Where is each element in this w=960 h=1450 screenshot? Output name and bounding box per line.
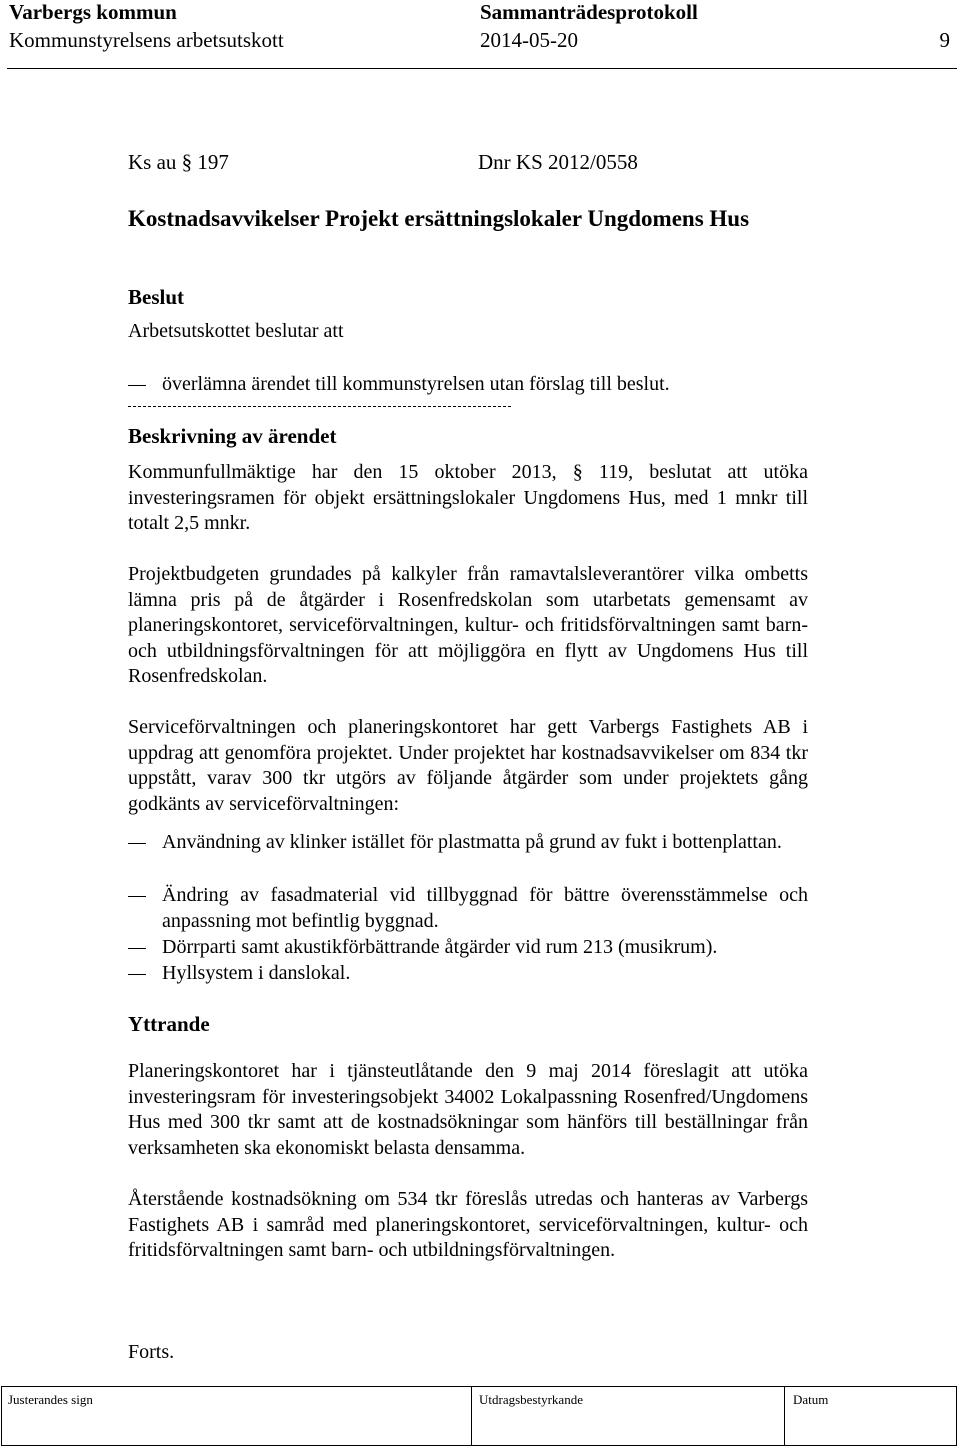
- committee-name: Kommunstyrelsens arbetsutskott: [9, 28, 284, 52]
- list-item: Hyllsystem i danslokal.: [162, 962, 351, 984]
- list-item: Användning av klinker istället för plastmatta på grund av fukt i bottenplattan.: [162, 831, 782, 853]
- decision-heading: Beslut: [128, 285, 185, 309]
- extract-label: Utdragsbestyrkande: [479, 1392, 583, 1407]
- description-paragraph-1: Kommunfullmäktige har den 15 oktober 2013, § 119, beslutat att utöka investeringsramen för objekt ersättningslokaler Ungdomens Hus, med 1 mnkr till totalt 2,5 mnkr.: [128, 461, 808, 534]
- protocol-title: Sammanträdesprotokoll: [480, 0, 698, 24]
- list-item: Dörrparti samt akustikförbättrande åtgärder vid rum 213 (musikrum).: [162, 936, 718, 958]
- decision-intro: Arbetsutskottet beslutar att: [128, 320, 344, 342]
- description-paragraph-2: Projektbudgeten grundades på kalkyler från ramavtalsleverantörer vilka ombetts lämna pris på de åtgärder i Rosenfredskolan som utarbetats gemensamt av planeringskontoret, serviceförvaltningen, kultur- och fritidsförvaltningen samt barn- och utbildningsförvaltningen för att möjliggöra en flytt av Ungdomens Hus till Rosenfredskolan.: [128, 563, 808, 687]
- signature-label: Justerandes sign: [8, 1392, 93, 1407]
- bullet-dash: [128, 843, 146, 844]
- list-item: Ändring av fasadmaterial vid tillbyggnad för bättre överensstämmelse och anpassning mot befintlig byggnad.: [162, 884, 808, 932]
- bullet-dash: [128, 385, 146, 386]
- bullet-dash: [128, 948, 146, 949]
- section-number: Ks au § 197: [128, 150, 229, 174]
- organization-name: Varbergs kommun: [9, 0, 177, 24]
- header-divider: [7, 68, 957, 69]
- description-paragraph-3: Serviceförvaltningen och planeringskontoret har gett Varbergs Fastighets AB i uppdrag att genomföra projektet. Under projektet har kostnadsavvikelser om 834 tkr uppstått, varav 300 tkr utgörs av följande åtgärder som under projektets gång godkänts av serviceförvaltningen:: [128, 716, 808, 815]
- continued-label: Forts.: [128, 1341, 175, 1363]
- case-title: Kostnadsavvikelser Projekt ersättningslokaler Ungdomens Hus: [128, 206, 750, 231]
- statement-heading: Yttrande: [128, 1012, 210, 1036]
- bullet-dash: [128, 974, 146, 975]
- diary-number: Dnr KS 2012/0558: [478, 150, 638, 174]
- signature-footer: [1, 1386, 957, 1446]
- footer-divider: [471, 1387, 472, 1445]
- footer-divider: [784, 1387, 785, 1445]
- meeting-date: 2014-05-20: [480, 28, 578, 52]
- page-number: 9: [939, 28, 950, 52]
- decision-separator: [128, 406, 511, 407]
- description-heading: Beskrivning av ärendet: [128, 424, 337, 448]
- date-label: Datum: [793, 1392, 829, 1407]
- statement-paragraph-2: Återstående kostnadsökning om 534 tkr föreslås utredas och hanteras av Varbergs Fastighets AB i samråd med planeringskontoret, serviceförvaltningen, kultur- och fritidsförvaltningen samt barn- och utbildningsförvaltningen.: [128, 1188, 808, 1261]
- decision-item: överlämna ärendet till kommunstyrelsen utan förslag till beslut.: [162, 373, 670, 395]
- statement-paragraph-1: Planeringskontoret har i tjänsteutlåtande den 9 maj 2014 föreslagit att utöka investeringsram för investeringsobjekt 34002 Lokalpassning Rosenfred/Ungdomens Hus med 300 tkr samt att de kostnadsökningar som hänförs till beställningar från verksamheten ska ekonomiskt belasta densamma.: [128, 1060, 808, 1159]
- bullet-dash: [128, 896, 146, 897]
